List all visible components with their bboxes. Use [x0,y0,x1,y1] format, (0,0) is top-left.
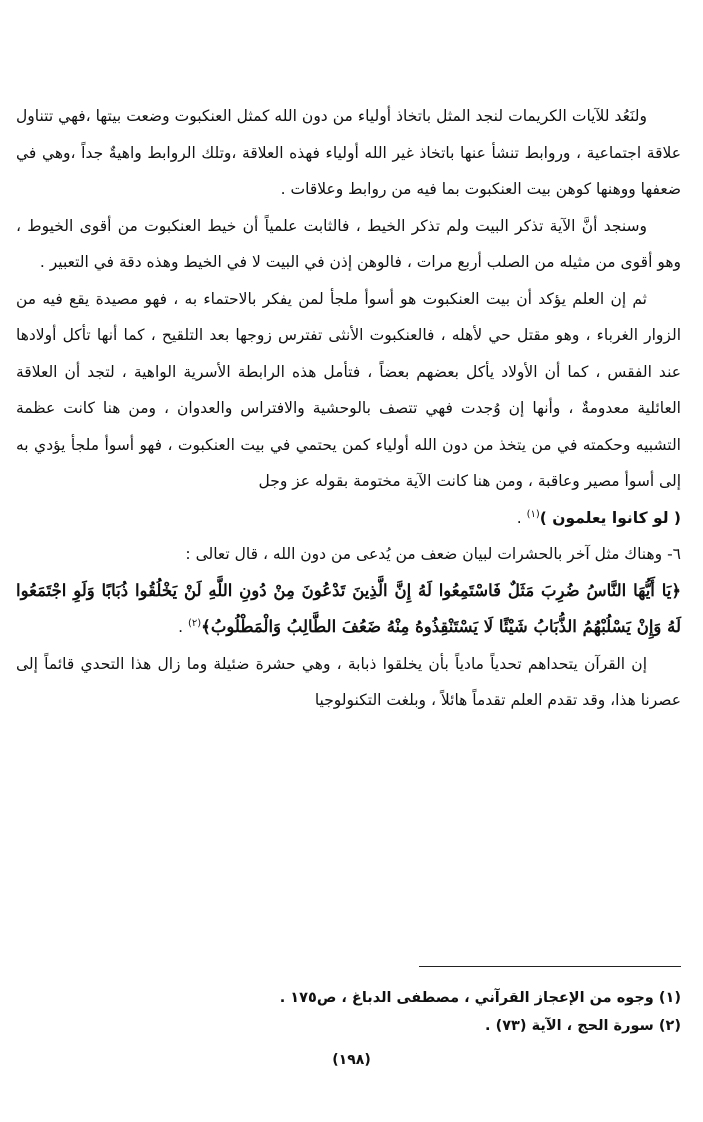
footnote-divider [419,966,681,967]
paragraph-1: ولنَعُد للآيات الكريمات لنجد المثل باتخاذ أولياء من دون الله كمثل العنكبوت وضعت بيتها ،فهي تتناول علاقة اجتماعية ، وروابط تنشأ عنها باتخاذ غير الله أولياء فهذه العلاقة ،وتلك الروابط واهيةٌ جداً ،وهي في ضعفها ووهنها كوهن بيت العنكبوت بما فيه من روابط وعلاقات . [16,107,681,198]
verse-2: ﴿يَا أَيُّهَا النَّاسُ ضُرِبَ مَثَلٌ فَاسْتَمِعُوا لَهُ إِنَّ الَّذِينَ تَدْعُونَ مِنْ دُونِ اللَّهِ لَنْ يَخْلُقُوا ذُبَابًا وَلَوِ اجْتَمَعُوا لَهُ وَإِنْ يَسْلُبْهُمُ الذُّبَابُ شَيْئًا لَا يَسْتَنْقِذُوهُ مِنْهُ ضَعُفَ الطَّالِبُ وَالْمَطْلُوبُ﴾ [16,580,681,636]
body-text [16,98,681,719]
item-6-intro: ٦- وهناك مثل آخر بالحشرات لبيان ضعف من يُدعى من دون الله ، قال تعالى : [185,545,681,563]
footnote-marker-2: (٢) [187,617,202,629]
footnote-2: (٢) سورة الحج ، الآية (٧٣) . [485,1018,681,1034]
verse-2-block: ﴿يَا أَيُّهَا النَّاسُ ضُرِبَ مَثَلٌ فَاسْتَمِعُوا لَهُ إِنَّ الَّذِينَ تَدْعُونَ مِنْ دُونِ اللَّهِ لَنْ يَخْلُقُوا ذُبَابًا وَلَوِ اجْتَمَعُوا لَهُ وَإِنْ يَسْلُبْهُمُ الذُّبَابُ شَيْئًا لَا يَسْتَنْقِذُوهُ مِنْهُ ضَعُفَ الطَّالِبُ وَالْمَطْلُوبُ﴾$^{(٢)}$ . [16,580,681,636]
paragraph-last: إن القرآن يتحداهم تحدياً مادياً بأن يخلقوا ذبابة ، وهي حشرة ضئيلة وما زال هذا التحدي قائماً إلى عصرنا هذا، وقد تقدم العلم تقدماً هائلاً ، وبلغت التكنولوجيا [16,654,681,709]
footnote-marker-1: (١) [526,508,540,520]
verse-end-1: ( لو كانوا يعلمون ) [539,508,681,527]
footnote-1: (١) وجوه من الإعجاز القرآني ، مصطفى الدباغ ، ص١٧٥ . [279,990,681,1006]
footnotes [16,984,681,1040]
paragraph-3-text: ثم إن العلم يؤكد أن بيت العنكبوت هو أسوأ ملجأ لمن يفكر بالاحتماء به ، فهو مصيدة يقع فيه من الزوار الغرباء ، وهو مقتل حي لأهله ، فالعنكبوت الأنثى تفترس زوجها بعد التلقيح ، كما أنها تأكل أولادها عند الفقس ، كما أن الأولاد يأكل بعضهم بعضاً ، فتأمل هذه الرابطة الأسرية الواهية ، لتجد أن العلاقة العائلية معدومةٌ ، وأنها إن وُجدت فهي تتصف بالوحشية والافتراس والعدوان ، ومن هنا كانت عظمة التشبيه وحكمته في من يتخذ من دون الله أولياء كمن يحتمي في بيت العنكبوت ، فهو أسوأ ملجأ يؤدي به إلى أسوأ مصير وعاقبة ، ومن هنا كانت الآية مختومة بقوله عز وجل [16,289,681,490]
paragraph-3: ثم إن العلم يؤكد أن بيت العنكبوت هو أسوأ ملجأ لمن يفكر بالاحتماء به ، فهو مصيدة يقع فيه من الزوار الغرباء ، وهو مقتل حي لأهله ، فالعنكبوت الأنثى تفترس زوجها بعد التلقيح ، كما أنها تأكل أولادها عند الفقس ، كما أن الأولاد يأكل بعضهم بعضاً ، فتأمل هذه الرابطة الأسرية الواهية ، لتجد أن العلاقة العائلية معدومةٌ ، وأنها إن وُجدت فهي تتصف بالوحشية والافتراس والعدوان ، ومن هنا كانت عظمة التشبيه وحكمته في من يتخذ من دون الله أولياء كمن يحتمي في بيت العنكبوت ، فهو أسوأ ملجأ يؤدي به إلى أسوأ مصير وعاقبة ، ومن هنا كانت الآية مختومة بقوله عز وجل ( لو كانوا يعلمون )$^{(١)}$ . [16,289,681,527]
page-number: (١٩٨) [332,1052,371,1068]
paragraph-2: وسنجد أنَّ الآية تذكر البيت ولم تذكر الخيط ، فالثابت علمياً أن خيط العنكبوت من أقوى الخيوط ، وهو أقوى من مثيله من الصلب أربع مرات ، فالوهن إذن في البيت لا في الخيط وهذه دقة في التعبير . [16,216,681,271]
